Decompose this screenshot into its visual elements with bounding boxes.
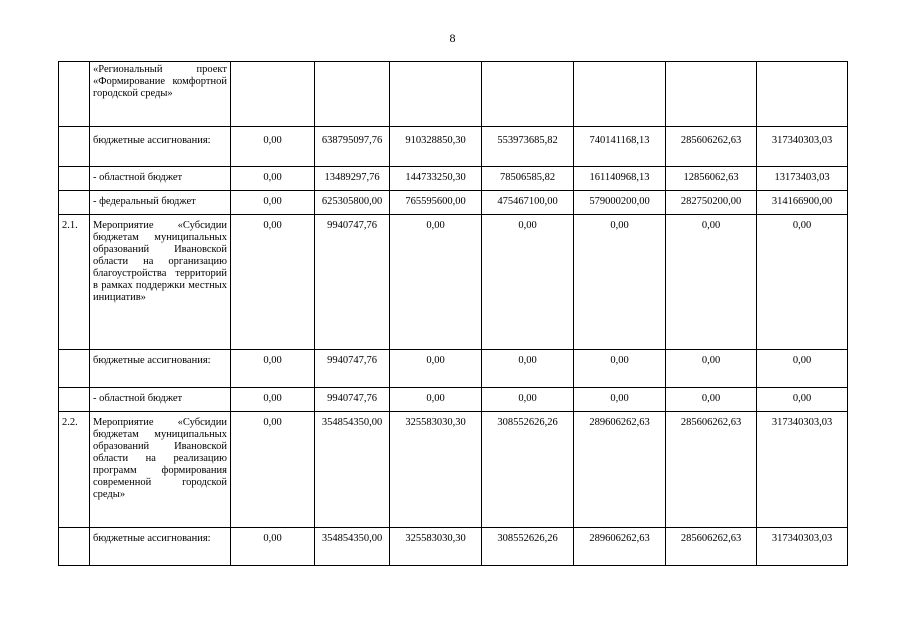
value-cell: 579000200,00 [574,191,666,215]
value-cell: 13489297,76 [315,167,390,191]
table-row [59,215,848,350]
value-cell: 475467100,00 [482,191,574,215]
value-cell: 765595600,00 [390,191,482,215]
value-cell: 0,00 [666,350,757,388]
value-cell: 285606262,63 [666,412,757,528]
row-index [59,62,90,127]
value-cell: 9940747,76 [315,388,390,412]
value-cell: 325583030,30 [390,412,482,528]
value-cell: 0,00 [231,127,315,167]
value-cell: 308552626,26 [482,528,574,566]
value-cell: 0,00 [390,350,482,388]
table-row [59,350,848,388]
value-cell [482,62,574,127]
table-row [59,167,848,191]
value-cell: 9940747,76 [315,350,390,388]
value-cell: 285606262,63 [666,127,757,167]
value-cell: 0,00 [231,528,315,566]
value-cell: 553973685,82 [482,127,574,167]
table-row [59,191,848,215]
value-cell: 625305800,00 [315,191,390,215]
value-cell: 0,00 [574,215,666,350]
row-description: бюджетные ассигнования: [90,528,231,566]
value-cell: 354854350,00 [315,528,390,566]
row-index [59,528,90,566]
value-cell [390,62,482,127]
row-index [59,388,90,412]
row-description: «Региональный проект «Формирование комфортной городской среды» [90,62,231,127]
value-cell [666,62,757,127]
value-cell: 325583030,30 [390,528,482,566]
value-cell: 740141168,13 [574,127,666,167]
value-cell [231,62,315,127]
row-index: 2.2. [59,412,90,528]
row-description: - федеральный бюджет [90,191,231,215]
value-cell: 0,00 [231,167,315,191]
value-cell: 161140968,13 [574,167,666,191]
value-cell: 285606262,63 [666,528,757,566]
value-cell: 0,00 [231,215,315,350]
row-index [59,167,90,191]
value-cell: 314166900,00 [757,191,848,215]
value-cell: 0,00 [666,215,757,350]
table-row [59,127,848,167]
value-cell: 0,00 [757,388,848,412]
value-cell: 354854350,00 [315,412,390,528]
value-cell: 0,00 [666,388,757,412]
value-cell: 0,00 [390,388,482,412]
value-cell: 9940747,76 [315,215,390,350]
value-cell: 638795097,76 [315,127,390,167]
value-cell: 0,00 [482,388,574,412]
value-cell: 0,00 [231,388,315,412]
value-cell: 0,00 [482,350,574,388]
value-cell: 317340303,03 [757,127,848,167]
value-cell [757,62,848,127]
value-cell: 282750200,00 [666,191,757,215]
value-cell: 0,00 [231,191,315,215]
value-cell: 308552626,26 [482,412,574,528]
value-cell: 0,00 [574,350,666,388]
value-cell: 12856062,63 [666,167,757,191]
value-cell: 0,00 [231,350,315,388]
budget-table [58,61,848,566]
value-cell: 317340303,03 [757,528,848,566]
row-index: 2.1. [59,215,90,350]
row-index [59,191,90,215]
value-cell: 0,00 [757,215,848,350]
row-description: Мероприятие «Субсидии бюджетам муниципальных образований Ивановской области на организацию благоустройства территорий в рамках поддержки местных инициатив» [90,215,231,350]
value-cell: 289606262,63 [574,412,666,528]
row-index [59,350,90,388]
table-row [59,388,848,412]
table-row [59,62,848,127]
row-description: - областной бюджет [90,388,231,412]
value-cell: 0,00 [231,412,315,528]
value-cell: 317340303,03 [757,412,848,528]
page-number: 8 [449,31,456,45]
row-description: - областной бюджет [90,167,231,191]
row-description: бюджетные ассигнования: [90,350,231,388]
value-cell [574,62,666,127]
value-cell: 0,00 [482,215,574,350]
value-cell: 289606262,63 [574,528,666,566]
row-description: Мероприятие «Субсидии бюджетам муниципальных образований Ивановской области на реализацию программ формирования современной городской среды» [90,412,231,528]
value-cell [315,62,390,127]
value-cell: 0,00 [390,215,482,350]
value-cell: 78506585,82 [482,167,574,191]
value-cell: 144733250,30 [390,167,482,191]
table-row [59,412,848,528]
row-index [59,127,90,167]
value-cell: 0,00 [757,350,848,388]
value-cell: 910328850,30 [390,127,482,167]
value-cell: 13173403,03 [757,167,848,191]
table-row [59,528,848,566]
value-cell: 0,00 [574,388,666,412]
row-description: бюджетные ассигнования: [90,127,231,167]
